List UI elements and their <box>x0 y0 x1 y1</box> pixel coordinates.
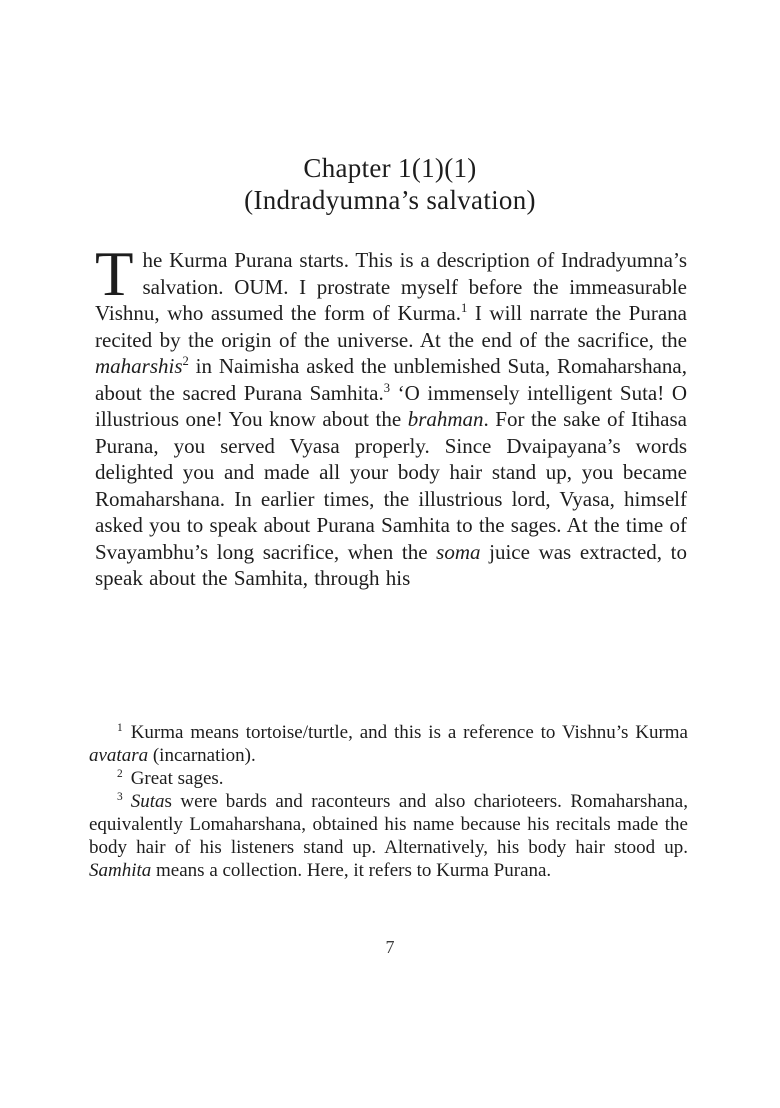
chapter-subtitle: (Indradyumna’s salvation) <box>244 185 536 215</box>
paragraph-text: he Kurma Purana starts. This is a description of Indradyumna’s salvation. OUM. I prostrate myself before the immeasurable Vishnu, who assumed the form of Kurma.$^1$ I will narrate the Purana recited by the origin of the universe. At the end of the sacrifice, the maharshis$^2$ in Naimisha asked the unblemished Suta, Romaharshana, about the sacred Purana Samhita.$^3$ ‘O immensely intelligent Suta! O illustrious one! You know about the brahman. For the sake of Itihasa Purana, you served Vyasa properly. Since Dvaipayana’s words delighted you and made all your body hair stand up, you became Romaharshana. In earlier times, the illustrious lord, Vyasa, himself asked you to speak about Purana Samhita to the sages. At the time of Svayambhu’s long sacrifice, when the soma juice was extracted, to speak about the Samhita, through his <box>95 248 688 590</box>
chapter-heading <box>0 152 780 216</box>
footnotes-section <box>89 721 688 882</box>
footnote-1: $^1$ Kurma means tortoise/turtle, and this is a reference to Vishnu’s Kurma avatara (incarnation). <box>89 721 688 766</box>
footnote-3: $^3$ Sutas were bards and raconteurs and also charioteers. Romaharshana, equivalently Lomaharshana, obtained his name because his recitals made the body hair of his listeners stand up. Alternatively, his body hair stood up. Samhita means a collection. Here, it refers to Kurma Purana. <box>89 790 688 881</box>
body-text <box>95 239 688 592</box>
chapter-title: Chapter 1(1)(1) <box>303 153 477 183</box>
page-number: 7 <box>385 937 395 957</box>
opening-paragraph <box>95 239 688 592</box>
footnote-2: $^2$ Great sages. <box>117 767 224 789</box>
page-footer <box>0 937 780 958</box>
drop-cap: T <box>95 239 134 309</box>
